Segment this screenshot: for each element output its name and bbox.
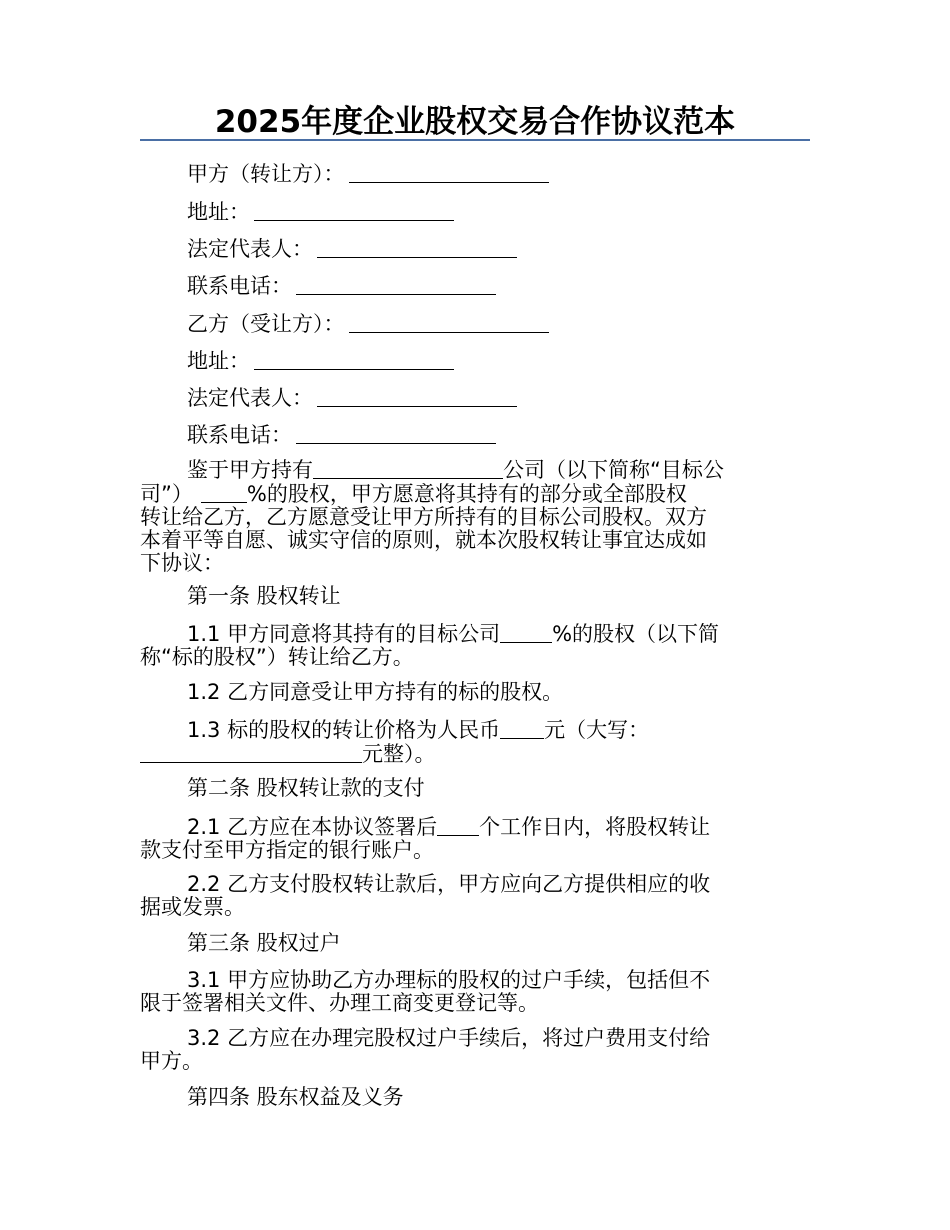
preamble-text: 公司（以下简称“目标公 (503, 458, 724, 482)
clause-text: 元（大写： (544, 718, 650, 742)
party-b-rep-blank (317, 386, 517, 407)
party-b-phone-line (187, 423, 496, 447)
title-underline (140, 139, 810, 141)
party-a-line (187, 162, 549, 186)
article-4-heading: 第四条 股东权益及义务 (187, 1085, 404, 1109)
workdays-blank (437, 815, 479, 836)
party-a-rep-label: 法定代表人： (187, 237, 313, 261)
preamble-text: 司”） (140, 482, 193, 506)
clause-text: 据或发票。 (140, 895, 245, 919)
clause-text: 个工作日内，将股权转让 (479, 815, 711, 839)
preamble-paragraph (140, 458, 810, 575)
clause-text: 元整）。 (362, 742, 436, 766)
clause-3-1 (140, 969, 810, 1015)
article-3-heading: 第三条 股权过户 (187, 931, 341, 955)
party-b-address-label: 地址： (187, 349, 250, 373)
party-a-blank (349, 162, 549, 183)
clause-text: 甲方。 (140, 1049, 203, 1073)
party-b-phone-label: 联系电话： (187, 423, 292, 447)
preamble-text: 鉴于甲方持有 (187, 458, 313, 482)
clause-2-2 (140, 873, 810, 919)
clause-text: 款支付至甲方指定的银行账户。 (140, 838, 434, 862)
party-b-line (187, 312, 549, 336)
clause-3-2 (140, 1027, 810, 1073)
clause-text: 3.2 乙方应在办理完股权过户手续后，将过户费用支付给 (187, 1026, 711, 1050)
party-b-address-line (187, 349, 454, 373)
preamble-text: 本着平等自愿、诚实守信的原则，就本次股权转让事宜达成如 (140, 528, 707, 552)
article-2-heading: 第二条 股权转让款的支付 (187, 776, 425, 800)
party-a-rep-blank (317, 237, 517, 258)
clause-2-1 (140, 815, 810, 862)
clause-text: 1.1 甲方同意将其持有的目标公司 (187, 622, 501, 646)
preamble-text: %的股权，甲方愿意将其持有的部分或全部股权 (246, 482, 687, 506)
clause-1-2: 1.2 乙方同意受让甲方持有的标的股权。 (187, 680, 564, 704)
clause-1-1 (140, 622, 810, 669)
clause-text: 称“标的股权”）转让给乙方。 (140, 645, 414, 669)
document-title: 2025年度企业股权交易合作协议范本 (214, 104, 736, 140)
party-a-label: 甲方（转让方）： (187, 162, 345, 186)
clause-text: %的股权（以下简 (552, 622, 720, 646)
party-a-rep-line (187, 237, 517, 261)
party-b-rep-label: 法定代表人： (187, 386, 313, 410)
party-a-address-label: 地址： (187, 200, 250, 224)
company-name-blank (313, 458, 503, 479)
price-blank (500, 718, 544, 739)
clause-text: 限于签署相关文件、办理工商变更登记等。 (140, 991, 539, 1015)
clause-text: 2.1 乙方应在本协议签署后 (187, 815, 438, 839)
party-a-address-blank (254, 200, 454, 221)
party-a-address-line (187, 200, 454, 224)
preamble-text: 转让给乙方，乙方愿意受让甲方所持有的目标公司股权。双方 (140, 505, 707, 529)
share-percent-blank (201, 482, 247, 503)
party-b-rep-line (187, 386, 517, 410)
party-b-blank (349, 312, 549, 333)
clause-text: 2.2 乙方支付股权转让款后，甲方应向乙方提供相应的收 (187, 872, 711, 896)
clause-1-1-percent-blank (500, 622, 552, 643)
article-1-heading: 第一条 股权转让 (187, 584, 341, 608)
party-a-phone-label: 联系电话： (187, 274, 292, 298)
party-b-address-blank (254, 349, 454, 370)
clause-1-3 (140, 718, 810, 766)
party-a-phone-blank (296, 274, 496, 295)
price-words-blank (140, 742, 362, 763)
clause-text: 3.1 甲方应协助乙方办理标的股权的过户手续，包括但不 (187, 968, 711, 992)
party-b-phone-blank (296, 423, 496, 444)
party-a-phone-line (187, 274, 496, 298)
clause-text: 1.3 标的股权的转让价格为人民币 (187, 718, 501, 742)
party-b-label: 乙方（受让方）： (187, 312, 345, 336)
preamble-text: 下协议： (140, 551, 224, 575)
